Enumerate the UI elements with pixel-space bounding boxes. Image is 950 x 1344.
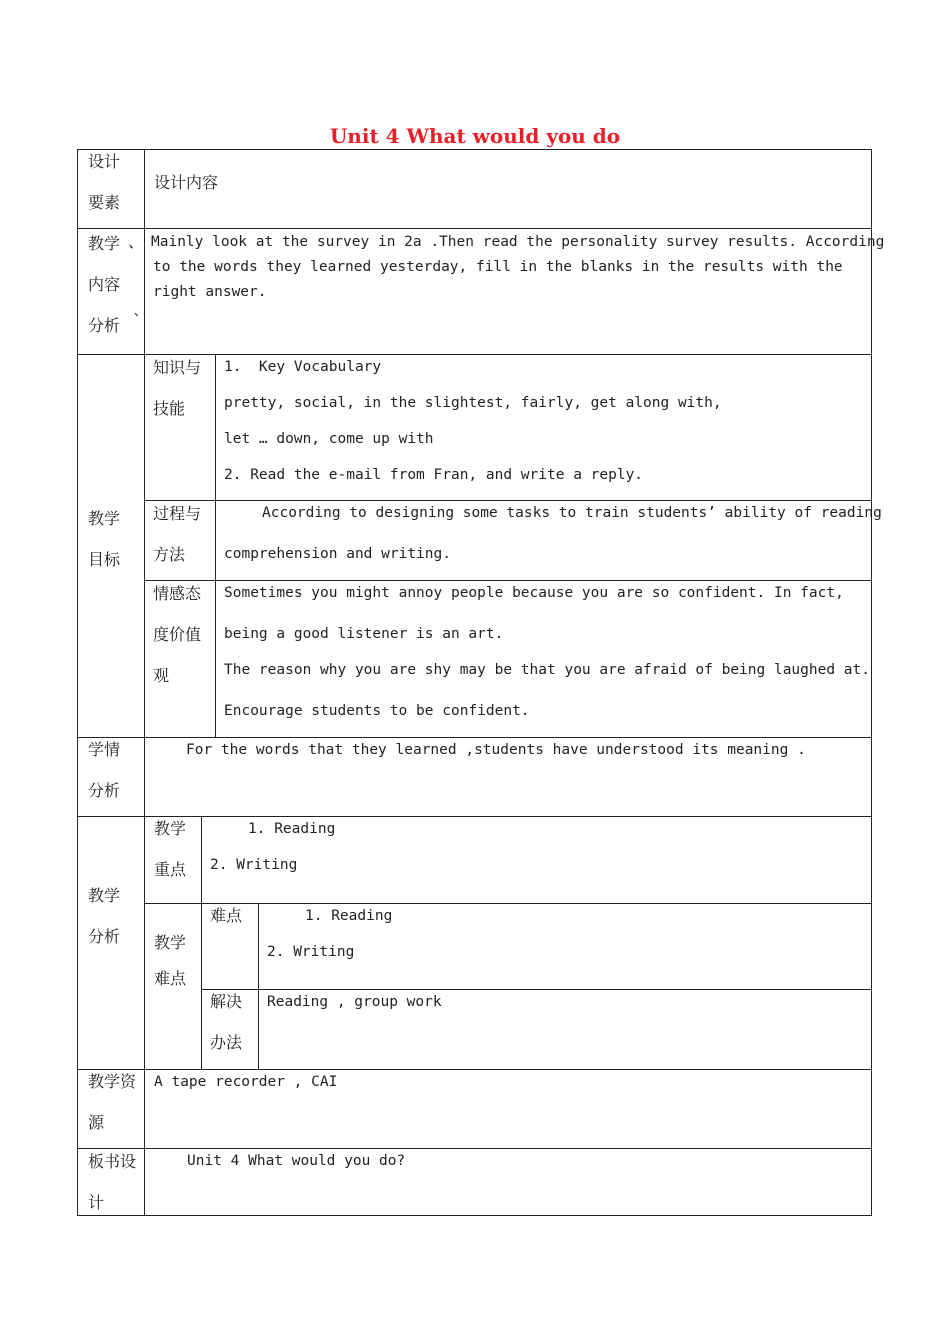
board-design-text: Unit 4 What would you do? — [187, 1153, 406, 1169]
knowledge-label-line1: 知识与 — [153, 358, 202, 377]
emotion-label-line3: 观 — [153, 666, 170, 685]
column-divider — [258, 903, 259, 1069]
emotion-line1: Sometimes you might annoy people because you are so confident. In fact, — [224, 585, 844, 601]
board-design-label-line1: 板书设 — [88, 1152, 137, 1171]
learner-analysis-label-line1: 学情 — [88, 740, 121, 759]
document-title: Unit 4 What would you do — [329, 124, 621, 148]
process-line2: comprehension and writing. — [224, 546, 451, 562]
content-analysis-label-line2: 内容 — [88, 275, 121, 294]
row-divider — [77, 1148, 872, 1149]
teaching-analysis-label-line2: 分析 — [88, 927, 121, 946]
design-label-line1: 设计 — [88, 152, 121, 171]
row-divider — [144, 580, 872, 581]
row-divider — [144, 903, 872, 904]
row-divider — [77, 354, 872, 355]
column-divider — [215, 354, 216, 737]
knowledge-line3: let … down, come up with — [224, 431, 434, 447]
row-divider — [144, 500, 872, 501]
resources-label-line2: 源 — [88, 1113, 105, 1132]
emotion-line4: Encourage students to be confident. — [224, 703, 530, 719]
knowledge-line1: 1. Key Vocabulary — [224, 359, 382, 375]
content-analysis-label-line1: 教学 — [88, 234, 121, 253]
difficulty-item1: 1. Reading — [305, 908, 393, 924]
emotion-label-line1: 情感态 — [153, 584, 202, 603]
difficulty-item2: 2. Writing — [267, 944, 355, 960]
difficulties-label-line2: 难点 — [154, 969, 187, 988]
solution-label-line2: 办法 — [210, 1033, 243, 1052]
learner-analysis-text: For the words that they learned ,students have understood its meaning . — [186, 742, 806, 758]
solution-text: Reading , group work — [267, 994, 442, 1010]
teaching-analysis-label-line1: 教学 — [88, 886, 121, 905]
content-analysis-mark1: 、 — [128, 232, 145, 251]
row-divider — [77, 737, 872, 738]
process-label-line2: 方法 — [153, 545, 186, 564]
column-divider — [201, 816, 202, 1069]
design-label-line2: 要素 — [88, 193, 121, 212]
emotion-line3: The reason why you are shy may be that you are afraid of being laughed at. — [224, 662, 871, 678]
resources-text: A tape recorder , CAI — [154, 1074, 338, 1090]
lesson-plan-table — [77, 149, 872, 1216]
emotion-label-line2: 度价值 — [153, 625, 202, 644]
row-divider — [77, 1069, 872, 1070]
column-divider — [144, 149, 145, 1216]
key-points-label-line1: 教学 — [154, 819, 187, 838]
content-analysis-text-line3: right answer. — [153, 284, 267, 300]
key-points-item2: 2. Writing — [210, 857, 298, 873]
knowledge-label-line2: 技能 — [153, 399, 186, 418]
objectives-label-line1: 教学 — [88, 509, 121, 528]
solution-label-line1: 解决 — [210, 992, 243, 1011]
row-divider — [77, 816, 872, 817]
key-points-label-line2: 重点 — [154, 860, 187, 879]
content-analysis-label-line3: 分析 — [88, 316, 121, 335]
content-analysis-text-line1: Mainly look at the survey in 2a .Then read the personality survey results. According — [151, 234, 885, 250]
row-divider — [201, 989, 872, 990]
objectives-label-line2: 目标 — [88, 550, 121, 569]
process-line1: According to designing some tasks to train students’ ability of reading — [262, 505, 882, 521]
row-divider — [77, 228, 872, 229]
knowledge-line2: pretty, social, in the slightest, fairly, get along with, — [224, 395, 722, 411]
difficulty-label: 难点 — [210, 906, 243, 925]
design-content-header: 设计内容 — [154, 173, 219, 192]
board-design-label-line2: 计 — [88, 1193, 105, 1212]
difficulties-label-line1: 教学 — [154, 933, 187, 952]
process-label-line1: 过程与 — [153, 504, 202, 523]
resources-label-line1: 教学资 — [88, 1072, 137, 1091]
content-analysis-text-line2: to the words they learned yesterday, fill in the blanks in the results with the — [153, 259, 843, 275]
emotion-line2: being a good listener is an art. — [224, 626, 504, 642]
learner-analysis-label-line2: 分析 — [88, 781, 121, 800]
knowledge-line4: 2. Read the e-mail from Fran, and write a reply. — [224, 467, 644, 483]
key-points-item1: 1. Reading — [248, 821, 336, 837]
content-analysis-mark2: ` — [133, 311, 141, 330]
